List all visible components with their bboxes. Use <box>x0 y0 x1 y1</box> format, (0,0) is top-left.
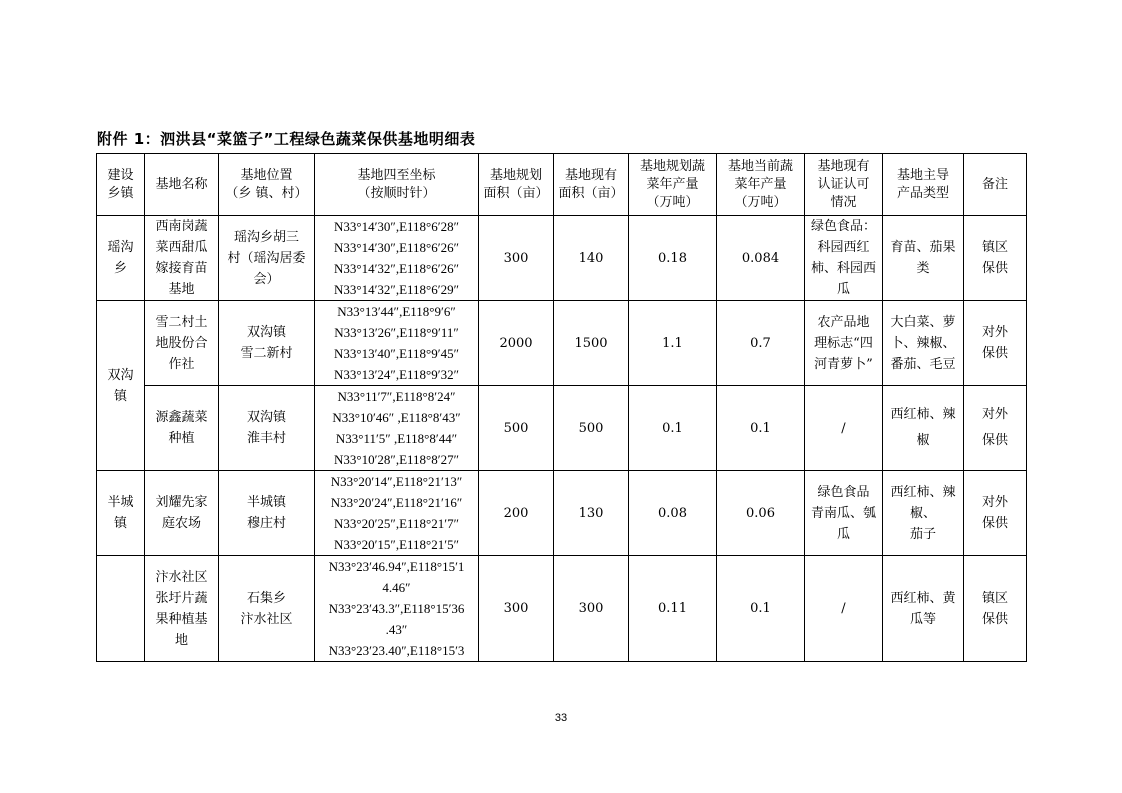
cell-base-name: 汴水社区 张圩片蔬 果种植基 地 <box>145 556 219 662</box>
cell-products: 大白菜、萝 卜、辣椒、 番茄、毛豆 <box>883 301 964 386</box>
cell-remark: 镇区 保供 <box>964 216 1027 301</box>
cell-base-name: 西南岗蔬 菜西甜瓜 嫁接育苗 基地 <box>145 216 219 301</box>
cell-remark: 对外 保供 <box>964 471 1027 556</box>
cell-town: 双沟 镇 <box>97 301 145 471</box>
cell-town <box>97 556 145 662</box>
header-certification: 基地现有 认证认可 情况 <box>805 154 883 216</box>
cell-products: 育苗、茄果 类 <box>883 216 964 301</box>
cell-planned-area: 2000 <box>479 301 554 386</box>
cell-planned-output: 0.18 <box>629 216 717 301</box>
cell-planned-output: 1.1 <box>629 301 717 386</box>
cell-current-output: 0.1 <box>717 386 805 471</box>
cell-town: 瑶沟 乡 <box>97 216 145 301</box>
header-products: 基地主导 产品类型 <box>883 154 964 216</box>
vegetable-base-table <box>96 153 1027 662</box>
cell-planned-area: 300 <box>479 556 554 662</box>
cell-coordinates: N33°14′30″,E118°6′28″ N33°14′30″,E118°6′26″ N33°14′32″,E118°6′26″ N33°14′32″,E118°6′29″ <box>315 216 479 301</box>
cell-products: 西红柿、黄 瓜等 <box>883 556 964 662</box>
cell-current-output: 0.1 <box>717 556 805 662</box>
cell-certification: 绿色食品 青南瓜、瓠 瓜 <box>805 471 883 556</box>
cell-current-area: 140 <box>554 216 629 301</box>
cell-location: 瑶沟乡胡三 村（瑶沟居委 会） <box>219 216 315 301</box>
cell-current-area: 130 <box>554 471 629 556</box>
header-current-output: 基地当前蔬 菜年产量 （万吨） <box>717 154 805 216</box>
cell-coordinates: N33°20′14″,E118°21′13″ N33°20′24″,E118°21′16″ N33°20′25″,E118°21′7″ N33°20′15″,E118°21′5″ <box>315 471 479 556</box>
table-header-row <box>97 154 1027 216</box>
cell-coordinates: N33°13′44″,E118°9′6″ N33°13′26″,E118°9′11″ N33°13′40″,E118°9′45″ N33°13′24″,E118°9′32″ <box>315 301 479 386</box>
cell-planned-area: 300 <box>479 216 554 301</box>
table-row <box>97 471 1027 556</box>
cell-planned-area: 200 <box>479 471 554 556</box>
cell-current-output: 0.06 <box>717 471 805 556</box>
cell-current-area: 500 <box>554 386 629 471</box>
table-row <box>97 386 1027 471</box>
cell-current-output: 0.084 <box>717 216 805 301</box>
header-location: 基地位置 （乡 镇、村） <box>219 154 315 216</box>
cell-products: 西红柿、辣 椒 <box>883 386 964 471</box>
header-base-name: 基地名称 <box>145 154 219 216</box>
document-title: 附件 1：泗洪县“菜篮子”工程绿色蔬菜保供基地明细表 <box>97 130 476 148</box>
header-remark: 备注 <box>964 154 1027 216</box>
cell-location: 双沟镇 淮丰村 <box>219 386 315 471</box>
cell-base-name: 刘耀先家 庭农场 <box>145 471 219 556</box>
header-planned-area: 基地规划 面积（亩） <box>479 154 554 216</box>
cell-location: 半城镇 穆庄村 <box>219 471 315 556</box>
cell-town: 半城 镇 <box>97 471 145 556</box>
cell-remark: 镇区 保供 <box>964 556 1027 662</box>
cell-planned-output: 0.08 <box>629 471 717 556</box>
cell-base-name: 雪二村土 地股份合 作社 <box>145 301 219 386</box>
header-planned-output: 基地规划蔬 菜年产量 （万吨） <box>629 154 717 216</box>
table-row <box>97 556 1027 662</box>
cell-planned-output: 0.1 <box>629 386 717 471</box>
table-row <box>97 216 1027 301</box>
cell-base-name: 源鑫蔬菜 种植 <box>145 386 219 471</box>
cell-current-area: 1500 <box>554 301 629 386</box>
header-coordinates: 基地四至坐标 （按顺时针） <box>315 154 479 216</box>
page-number: 33 <box>554 712 568 724</box>
cell-coordinates: N33°23′46.94″,E118°15′1 4.46″ N33°23′43.3″,E118°15′36 .43″ N33°23′23.40″,E118°15′3 <box>315 556 479 662</box>
cell-certification: 农产品地 理标志“四 河青萝卜” <box>805 301 883 386</box>
cell-remark: 对外 保供 <box>964 386 1027 471</box>
cell-products: 西红柿、辣 椒、 茄子 <box>883 471 964 556</box>
table-row <box>97 301 1027 386</box>
header-town: 建设 乡镇 <box>97 154 145 216</box>
cell-current-area: 300 <box>554 556 629 662</box>
cell-certification: 绿色食品： 科园西红 柿、科园西 瓜 <box>805 216 883 301</box>
cell-certification: / <box>805 386 883 471</box>
cell-location: 双沟镇 雪二新村 <box>219 301 315 386</box>
cell-planned-area: 500 <box>479 386 554 471</box>
cell-remark: 对外 保供 <box>964 301 1027 386</box>
cell-certification: / <box>805 556 883 662</box>
cell-coordinates: N33°11′7″,E118°8′24″ N33°10′46″ ,E118°8′43″ N33°11′5″ ,E118°8′44″ N33°10′28″,E118°8′27″ <box>315 386 479 471</box>
cell-planned-output: 0.11 <box>629 556 717 662</box>
cell-location: 石集乡 汴水社区 <box>219 556 315 662</box>
header-current-area: 基地现有 面积（亩） <box>554 154 629 216</box>
cell-current-output: 0.7 <box>717 301 805 386</box>
